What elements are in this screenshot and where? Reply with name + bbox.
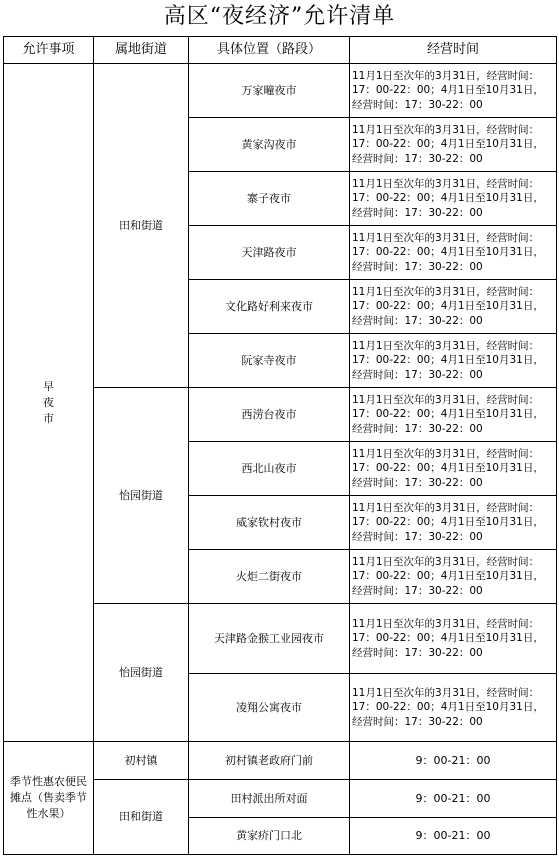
location-cell: 黄家沟夜市: [189, 118, 350, 172]
header-hours: 经营时间: [350, 37, 557, 64]
table-row: [4, 64, 557, 118]
street-tianhe-2: 田和街道: [94, 780, 189, 855]
hours-cell: 9：00-21：00: [350, 818, 557, 855]
table-row: [4, 742, 557, 780]
hours-cell: 11月1日至次年的3月31日，经营时间：17：00-22：00；4月1日至10月31日，经营时间：17：30-22：00: [350, 388, 557, 442]
hours-cell: 11月1日至次年的3月31日，经营时间：17：00-22：00；4月1日至10月31日，经营时间：17：30-22：00: [350, 604, 557, 674]
street-tianhe: 田和街道: [94, 64, 189, 388]
location-cell: 阮家寺夜市: [189, 334, 350, 388]
location-cell: 寨子夜市: [189, 172, 350, 226]
location-cell: 文化路好利来夜市: [189, 280, 350, 334]
page-title: 高区“夜经济”允许清单: [163, 4, 396, 29]
hours-cell: 11月1日至次年的3月31日，经营时间：17：00-22：00；4月1日至10月31日，经营时间：17：30-22：00: [350, 550, 557, 604]
hours-cell: 9：00-21：00: [350, 742, 557, 780]
hours-cell: 11月1日至次年的3月31日，经营时间：17：00-22：00；4月1日至10月31日，经营时间：17：30-22：00: [350, 64, 557, 118]
hours-cell: 11月1日至次年的3月31日，经营时间：17：00-22：00；4月1日至10月31日，经营时间：17：30-22：00: [350, 674, 557, 742]
hours-cell: 11月1日至次年的3月31日，经营时间：17：00-22：00；4月1日至10月31日，经营时间：17：30-22：00: [350, 118, 557, 172]
location-cell: 田村派出所对面: [189, 780, 350, 818]
hours-cell: 11月1日至次年的3月31日，经营时间：17：00-22：00；4月1日至10月31日，经营时间：17：30-22：00: [350, 226, 557, 280]
category-early-night-market: 早夜市: [4, 64, 94, 742]
hours-cell: 11月1日至次年的3月31日，经营时间：17：00-22：00；4月1日至10月31日，经营时间：17：30-22：00: [350, 496, 557, 550]
location-cell: 威家钦村夜市: [189, 496, 350, 550]
street-yiyuan: 怡园街道: [94, 388, 189, 604]
header-row: [4, 37, 557, 64]
header-location: 具体位置（路段）: [189, 37, 350, 64]
location-cell: 万家疃夜市: [189, 64, 350, 118]
header-item: 允许事项: [4, 37, 94, 64]
location-cell: 初村镇老政府门前: [189, 742, 350, 780]
hours-cell: 9：00-21：00: [350, 780, 557, 818]
street-chucun: 初村镇: [94, 742, 189, 780]
category-seasonal-stalls: 季节性惠农便民摊点（售卖季节性水果）: [4, 742, 94, 855]
hours-cell: 11月1日至次年的3月31日，经营时间：17：00-22：00；4月1日至10月31日，经营时间：17：30-22：00: [350, 442, 557, 496]
street-yiyuan-2: 怡园街道: [94, 604, 189, 742]
location-cell: 西北山夜市: [189, 442, 350, 496]
permit-table: [3, 36, 557, 855]
hours-cell: 11月1日至次年的3月31日，经营时间：17：00-22：00；4月1日至10月31日，经营时间：17：30-22：00: [350, 334, 557, 388]
location-cell: 黄家疥门口北: [189, 818, 350, 855]
location-cell: 火炬二街夜市: [189, 550, 350, 604]
location-cell: 天津路金猴工业园夜市: [189, 604, 350, 674]
location-cell: 天津路夜市: [189, 226, 350, 280]
hours-cell: 11月1日至次年的3月31日，经营时间：17：00-22：00；4月1日至10月31日，经营时间：17：30-22：00: [350, 280, 557, 334]
location-cell: 凌翔公寓夜市: [189, 674, 350, 742]
hours-cell: 11月1日至次年的3月31日，经营时间：17：00-22：00；4月1日至10月31日，经营时间：17：30-22：00: [350, 172, 557, 226]
location-cell: 西涝台夜市: [189, 388, 350, 442]
header-street: 属地街道: [94, 37, 189, 64]
